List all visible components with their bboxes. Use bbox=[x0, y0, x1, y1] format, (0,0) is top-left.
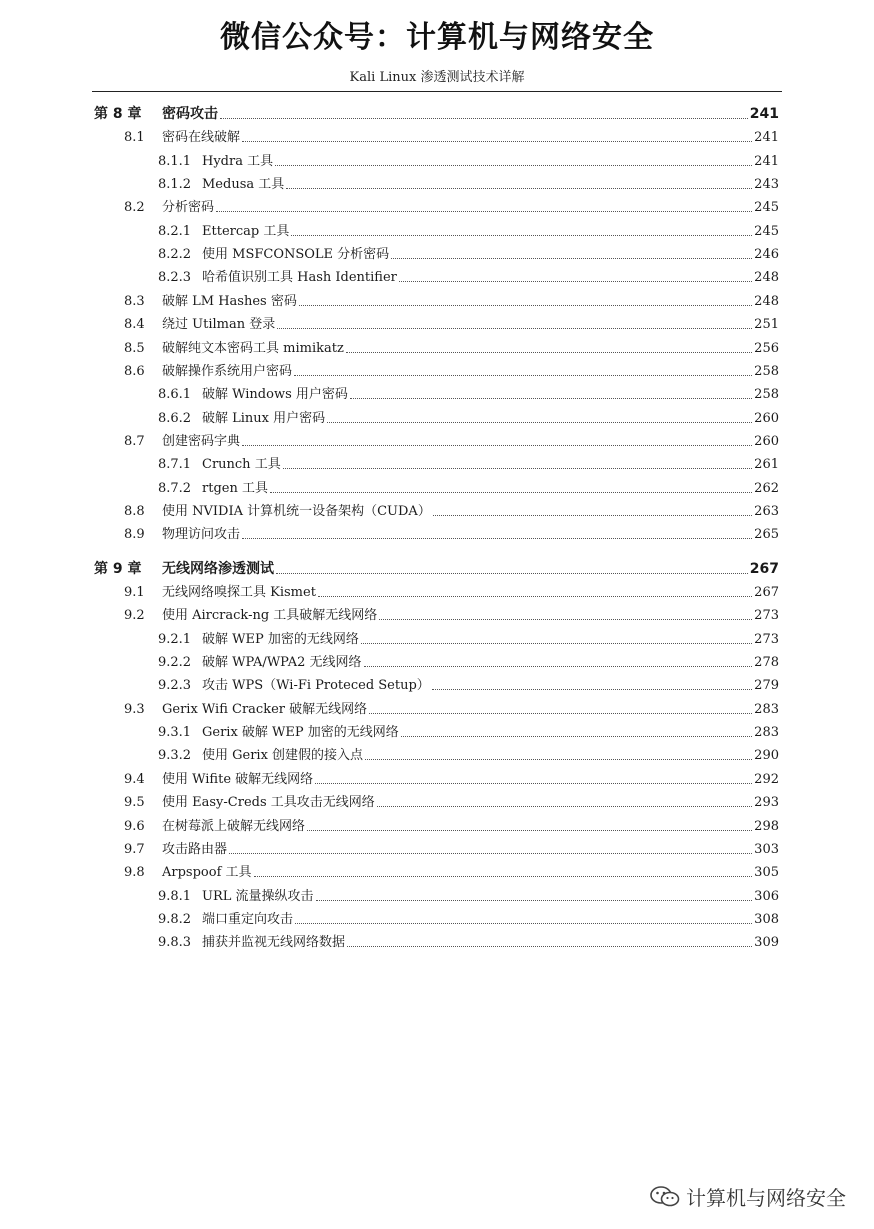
toc-leader-dots bbox=[242, 141, 752, 142]
toc-leader-dots bbox=[399, 281, 752, 282]
toc-entry-page: 293 bbox=[754, 795, 779, 811]
toc-entry-title: 破解 Linux 用户密码 bbox=[202, 410, 326, 426]
toc-leader-dots bbox=[346, 352, 752, 353]
toc-entry-number: 8.2 bbox=[124, 200, 145, 216]
toc-entry-title: Medusa 工具 bbox=[202, 177, 285, 193]
toc-entry-page: 260 bbox=[754, 410, 779, 426]
toc-leader-dots bbox=[350, 398, 752, 399]
toc-entry-row bbox=[158, 885, 779, 908]
toc-leader-dots bbox=[318, 596, 752, 597]
toc-leader-dots bbox=[377, 806, 752, 807]
toc-leader-dots bbox=[379, 619, 752, 620]
toc-leader-dots bbox=[242, 445, 752, 446]
toc-entry-number: 8.8 bbox=[124, 503, 145, 519]
toc-entry-number: 9.3.1 bbox=[158, 725, 192, 741]
toc-entry-number: 8.9 bbox=[124, 527, 145, 543]
toc-leader-dots bbox=[327, 422, 752, 423]
toc-entry-title: 分析密码 bbox=[162, 200, 215, 216]
toc-entry-page: 241 bbox=[754, 153, 779, 169]
toc-entry-title: 使用 Gerix 创建假的接入点 bbox=[202, 748, 364, 764]
toc-entry-title: 在树莓派上破解无线网络 bbox=[162, 818, 306, 834]
toc-entry-title: Gerix Wifi Cracker 破解无线网络 bbox=[162, 701, 368, 717]
toc-leader-dots bbox=[347, 946, 752, 947]
toc-entry-number: 8.2.3 bbox=[158, 270, 192, 286]
header-rule bbox=[92, 91, 782, 92]
wechat-icon bbox=[650, 1185, 680, 1209]
toc-entry-number: 9.2.1 bbox=[158, 631, 192, 647]
toc-entry-title: 攻击路由器 bbox=[162, 841, 228, 857]
toc-entry-number: 8.6.2 bbox=[158, 410, 192, 426]
toc-entry-page: 248 bbox=[754, 270, 779, 286]
toc-entry-number: 9.2.2 bbox=[158, 655, 192, 671]
toc-leader-dots bbox=[432, 689, 752, 690]
toc-entry-row bbox=[124, 430, 779, 453]
toc-entry-title: 哈希值识别工具 Hash Identifier bbox=[202, 270, 397, 286]
toc-entry-row bbox=[158, 453, 779, 476]
toc-entry-title: Crunch 工具 bbox=[202, 457, 281, 473]
toc-entry-row bbox=[124, 313, 779, 336]
toc-leader-dots bbox=[369, 713, 752, 714]
toc-entry-page: 248 bbox=[754, 293, 779, 309]
toc-entry-number: 8.1.2 bbox=[158, 177, 192, 193]
toc-entry-row bbox=[158, 173, 779, 196]
toc-leader-dots bbox=[299, 305, 752, 306]
toc-entry-number: 8.3 bbox=[124, 293, 145, 309]
toc-entry-number: 9.6 bbox=[124, 818, 145, 834]
toc-entry-row bbox=[158, 908, 779, 931]
toc-entry-title: 端口重定向攻击 bbox=[202, 911, 294, 927]
toc-leader-dots bbox=[275, 165, 752, 166]
toc-entry-page: 243 bbox=[754, 177, 779, 193]
toc-leader-dots bbox=[315, 783, 752, 784]
toc-entry-page: 245 bbox=[754, 223, 779, 239]
toc-entry-row bbox=[124, 838, 779, 861]
toc-entry-number: 9.2 bbox=[124, 608, 145, 624]
toc-entry-title: 使用 MSFCONSOLE 分析密码 bbox=[202, 247, 390, 263]
toc-entry-title: 破解操作系统用户密码 bbox=[162, 363, 293, 379]
toc-entry-page: 278 bbox=[754, 655, 779, 671]
toc-entry-number: 9.1 bbox=[124, 585, 145, 600]
toc-leader-dots bbox=[270, 492, 752, 493]
toc-entry-number: 9.8 bbox=[124, 865, 145, 881]
toc-entry-page: 241 bbox=[749, 106, 779, 122]
toc-entry-row bbox=[124, 815, 779, 838]
toc-entry-row bbox=[158, 477, 779, 500]
toc-entry-number: 9.7 bbox=[124, 841, 145, 857]
toc-entry-title: 捕获并监视无线网络数据 bbox=[202, 935, 346, 951]
toc-leader-dots bbox=[433, 515, 752, 516]
toc-leader-dots bbox=[295, 923, 752, 924]
toc-entry-page: 273 bbox=[754, 608, 779, 624]
toc-leader-dots bbox=[401, 736, 752, 737]
toc-entry-row bbox=[158, 266, 779, 289]
toc-entry-title: 使用 Aircrack-ng 工具破解无线网络 bbox=[162, 608, 378, 624]
toc-entry-number: 8.2.1 bbox=[158, 223, 192, 239]
toc-entry-title: URL 流量操纵攻击 bbox=[202, 888, 314, 904]
toc-entry-title: rtgen 工具 bbox=[202, 480, 268, 496]
toc-entry-row bbox=[124, 581, 779, 604]
toc-entry-row bbox=[124, 196, 779, 219]
toc-leader-dots bbox=[361, 643, 752, 644]
toc-chapter-row bbox=[94, 558, 779, 581]
toc-entry-page: 245 bbox=[754, 200, 779, 216]
toc-entry-number: 8.7.1 bbox=[158, 457, 192, 473]
toc-leader-dots bbox=[286, 188, 752, 189]
toc-entry-number: 9.3.2 bbox=[158, 748, 192, 764]
toc-entry-row bbox=[158, 931, 779, 954]
toc-entry-page: 292 bbox=[754, 771, 779, 787]
toc-leader-dots bbox=[276, 573, 748, 574]
toc-entry-number: 8.6.1 bbox=[158, 387, 192, 403]
toc-entry-page: 262 bbox=[754, 480, 779, 496]
toc-entry-title: 使用 Wifite 破解无线网络 bbox=[162, 771, 314, 787]
toc-entry-row bbox=[158, 383, 779, 406]
toc-entry-number: 8.2.2 bbox=[158, 247, 192, 263]
toc-chapter-row bbox=[94, 103, 779, 126]
toc-entry-row bbox=[158, 150, 779, 173]
toc-entry-number: 8.7 bbox=[124, 433, 145, 449]
toc-entry-title: 无线网络嗅探工具 Kismet bbox=[162, 585, 316, 600]
toc-entry-number: 8.6 bbox=[124, 363, 145, 379]
toc-leader-dots bbox=[365, 759, 752, 760]
toc-entry-page: 279 bbox=[754, 678, 779, 694]
toc-entry-title: 使用 Easy-Creds 工具攻击无线网络 bbox=[162, 795, 375, 811]
toc-entry-number: 8.5 bbox=[124, 340, 145, 356]
toc-leader-dots bbox=[316, 900, 753, 901]
toc-entry-page: 261 bbox=[754, 457, 779, 473]
toc-entry-page: 246 bbox=[754, 247, 779, 263]
toc-entry-row bbox=[158, 407, 779, 430]
toc-leader-dots bbox=[277, 328, 752, 329]
toc-entry-page: 258 bbox=[754, 387, 779, 403]
toc-entry-number: 9.8.1 bbox=[158, 888, 192, 904]
toc-entry-title: 创建密码字典 bbox=[162, 433, 241, 449]
toc-leader-dots bbox=[294, 375, 752, 376]
toc-entry-title: 密码攻击 bbox=[162, 106, 218, 122]
toc-entry-row bbox=[124, 523, 779, 546]
toc-leader-dots bbox=[242, 538, 752, 539]
toc-entry-page: 258 bbox=[754, 363, 779, 379]
toc-entry-page: 267 bbox=[754, 585, 779, 600]
toc-entry-page: 309 bbox=[754, 935, 779, 951]
toc-entry-row bbox=[124, 500, 779, 523]
toc-entry-row bbox=[158, 744, 779, 767]
toc-leader-dots bbox=[283, 468, 752, 469]
toc-entry-page: 273 bbox=[754, 631, 779, 647]
watermark-text: 计算机与网络安全 bbox=[686, 1186, 846, 1210]
toc-entry-title: Hydra 工具 bbox=[202, 153, 274, 169]
toc-entry-page: 305 bbox=[754, 865, 779, 881]
toc-entry-number: 8.1.1 bbox=[158, 153, 192, 169]
toc-entry-number: 9.2.3 bbox=[158, 678, 192, 694]
toc-entry-row bbox=[158, 674, 779, 697]
toc-entry-title: 物理访问攻击 bbox=[162, 527, 241, 543]
toc-entry-row bbox=[158, 721, 779, 744]
toc-entry-row bbox=[124, 791, 779, 814]
toc-entry-title: 密码在线破解 bbox=[162, 130, 241, 146]
toc-entry-title: Gerix 破解 WEP 加密的无线网络 bbox=[202, 725, 399, 741]
toc-entry-page: 256 bbox=[754, 340, 779, 356]
toc-entry-number: 9.8.3 bbox=[158, 935, 192, 951]
toc-entry-page: 308 bbox=[754, 911, 779, 927]
toc-leader-dots bbox=[216, 211, 752, 212]
toc-entry-title: Arpspoof 工具 bbox=[162, 865, 252, 881]
toc-entry-row bbox=[124, 290, 779, 313]
toc-entry-page: 263 bbox=[754, 503, 779, 519]
toc-entry-number: 8.1 bbox=[124, 130, 145, 146]
toc-entry-page: 290 bbox=[754, 748, 779, 764]
toc-entry-title: 破解 WPA/WPA2 无线网络 bbox=[202, 655, 362, 671]
toc-entry-page: 267 bbox=[749, 560, 779, 577]
watermark bbox=[650, 1182, 846, 1211]
toc-entry-title: 攻击 WPS（Wi-Fi Proteced Setup） bbox=[202, 678, 430, 694]
toc-entry-title: 破解 LM Hashes 密码 bbox=[162, 293, 297, 309]
toc-leader-dots bbox=[229, 853, 752, 854]
toc-leader-dots bbox=[364, 666, 753, 667]
toc-entry-row bbox=[124, 768, 779, 791]
toc-entry-row bbox=[124, 861, 779, 884]
toc-entry-page: 283 bbox=[754, 701, 779, 717]
toc-entry-page: 265 bbox=[754, 527, 779, 543]
toc-entry-row bbox=[124, 337, 779, 360]
toc-entry-row bbox=[158, 628, 779, 651]
toc-entry-row bbox=[124, 126, 779, 149]
banner-title: 微信公众号：计算机与网络安全 bbox=[220, 20, 654, 55]
toc-entry-row bbox=[158, 651, 779, 674]
toc-leader-dots bbox=[220, 118, 748, 119]
toc-entry-row bbox=[158, 220, 779, 243]
toc-entry-number: 第 8 章 bbox=[94, 106, 142, 122]
toc-entry-page: 251 bbox=[754, 317, 779, 333]
toc-entry-title: 破解 Windows 用户密码 bbox=[202, 387, 348, 403]
toc-leader-dots bbox=[391, 258, 752, 259]
toc-entry-row bbox=[158, 243, 779, 266]
toc-entry-number: 8.4 bbox=[124, 317, 145, 333]
toc-entry-number: 9.5 bbox=[124, 795, 145, 811]
toc-entry-page: 306 bbox=[754, 888, 779, 904]
toc-entry-row bbox=[124, 604, 779, 627]
toc-entry-page: 303 bbox=[754, 841, 779, 857]
toc-entry-title: 绕过 Utilman 登录 bbox=[162, 317, 276, 333]
toc-entry-number: 第 9 章 bbox=[94, 560, 142, 577]
toc-leader-dots bbox=[291, 235, 752, 236]
toc-entry-page: 260 bbox=[754, 433, 779, 449]
toc-entry-page: 298 bbox=[754, 818, 779, 834]
running-head: Kali Linux 渗透测试技术详解 bbox=[349, 70, 525, 85]
toc-entry-number: 9.4 bbox=[124, 771, 145, 787]
toc-entry-title: 破解 WEP 加密的无线网络 bbox=[202, 631, 359, 647]
toc-entry-page: 283 bbox=[754, 725, 779, 741]
toc-entry-title: 无线网络渗透测试 bbox=[162, 560, 274, 577]
toc-entry-number: 9.8.2 bbox=[158, 911, 192, 927]
toc-entry-page: 241 bbox=[754, 130, 779, 146]
toc-leader-dots bbox=[254, 876, 753, 877]
toc-entry-number: 9.3 bbox=[124, 701, 145, 717]
toc-entry-number: 8.7.2 bbox=[158, 480, 192, 496]
toc-entry-title: Ettercap 工具 bbox=[202, 223, 290, 239]
toc-entry-row bbox=[124, 698, 779, 721]
toc-leader-dots bbox=[307, 830, 752, 831]
toc-entry-title: 使用 NVIDIA 计算机统一设备架构（CUDA） bbox=[162, 503, 431, 519]
toc-entry-title: 破解纯文本密码工具 mimikatz bbox=[162, 340, 344, 356]
toc-entry-row bbox=[124, 360, 779, 383]
